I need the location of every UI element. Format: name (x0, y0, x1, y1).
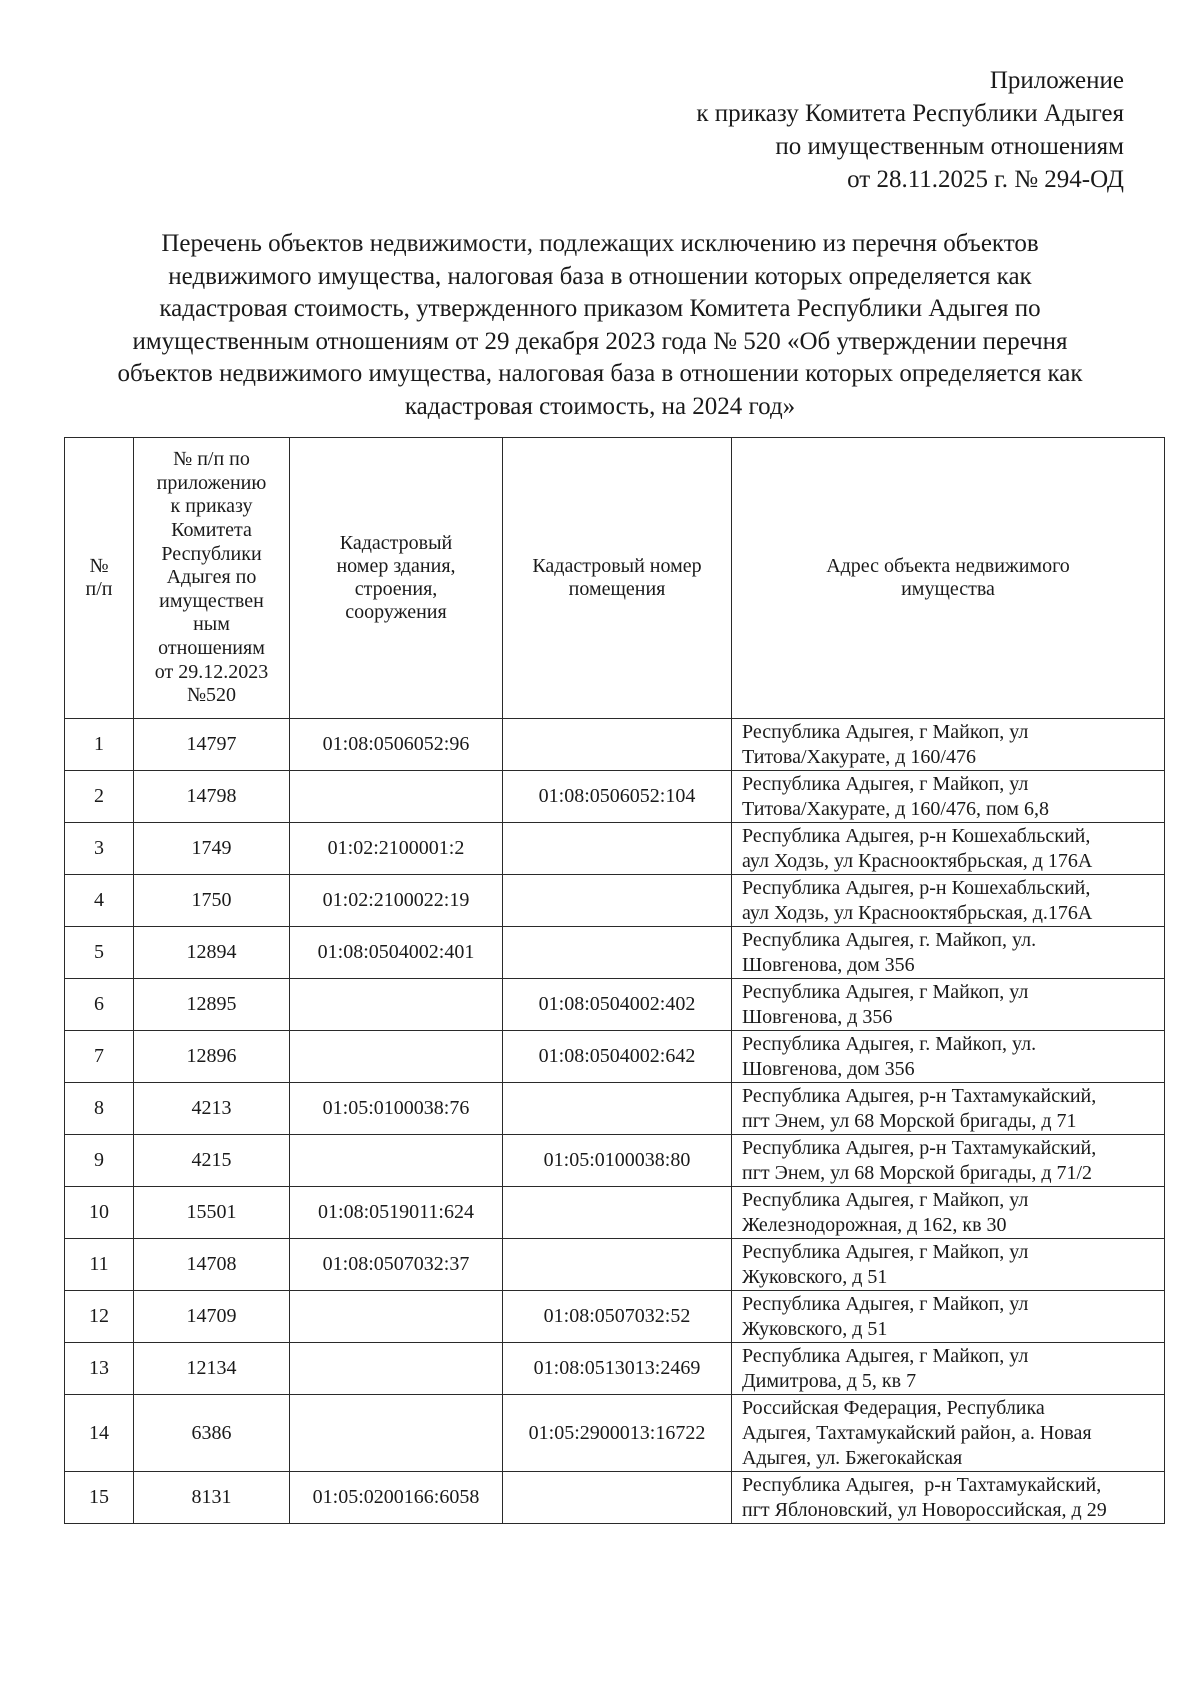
cell-building-cadastral: 01:08:0506052:96 (290, 719, 503, 771)
document-title (40, 228, 1160, 424)
address-line: аул Ходзь, ул Краснооктябрьская, д 176А (742, 849, 1093, 872)
table-body (65, 719, 1165, 1524)
address-line: пгт Энем, ул 68 Морской бригады, д 71/2 (742, 1161, 1093, 1184)
address-line: пгт Энем, ул 68 Морской бригады, д 71 (742, 1109, 1077, 1132)
cell-appendix-num: 8131 (134, 1472, 290, 1524)
cell-num: 6 (65, 979, 134, 1031)
cell-building-cadastral (290, 1395, 503, 1472)
header-line: от 29.12.2023 (154, 660, 269, 683)
address-line: Шовгенова, дом 356 (742, 1057, 915, 1080)
cell-building-cadastral (290, 1291, 503, 1343)
table-row (65, 927, 1165, 979)
cell-premises-cadastral (503, 875, 732, 927)
address-line: Титова/Хакурате, д 160/476 (742, 745, 976, 768)
cell-appendix-num: 14708 (134, 1239, 290, 1291)
cell-address (732, 1343, 1165, 1395)
header-line: Комитета (171, 519, 252, 542)
cell-address (732, 927, 1165, 979)
table-row (65, 1395, 1165, 1472)
cell-num: 13 (65, 1343, 134, 1395)
appendix-header (696, 64, 1124, 196)
address-line: Республика Адыгея, р-н Тахтамукайский, (742, 1473, 1102, 1496)
table-row (65, 719, 1165, 771)
address-line: Жуковского, д 51 (742, 1265, 888, 1288)
header-line: номер здания, (336, 555, 456, 577)
table-row (65, 1083, 1165, 1135)
cell-num: 5 (65, 927, 134, 979)
cell-premises-cadastral (503, 927, 732, 979)
cell-building-cadastral (290, 1135, 503, 1187)
cell-num: 1 (65, 719, 134, 771)
cell-building-cadastral (290, 1343, 503, 1395)
address-line: Республика Адыгея, г Майкоп, ул (742, 772, 1029, 795)
header-line: №520 (186, 684, 237, 707)
cell-address (732, 823, 1165, 875)
cell-premises-cadastral (503, 1083, 732, 1135)
cell-appendix-num: 14797 (134, 719, 290, 771)
table-row (65, 1291, 1165, 1343)
cell-appendix-num: 12134 (134, 1343, 290, 1395)
header-line: ным (193, 613, 230, 636)
cell-premises-cadastral (503, 1187, 732, 1239)
address-line: Железнодорожная, д 162, кв 30 (742, 1213, 1007, 1236)
cell-appendix-num: 12896 (134, 1031, 290, 1083)
cell-building-cadastral (290, 1031, 503, 1083)
header-line: № п/п по (173, 448, 250, 471)
appendix-line: Приложение (989, 67, 1124, 94)
cell-appendix-num: 12894 (134, 927, 290, 979)
cell-appendix-num: 1749 (134, 823, 290, 875)
header-address (732, 438, 1165, 719)
appendix-line: к приказу Комитета Республики Адыгея (696, 100, 1124, 127)
title-line: кадастровая стоимость, на 2024 год» (404, 392, 796, 420)
address-line: Шовгенова, дом 356 (742, 953, 915, 976)
address-line: Димитрова, д 5, кв 7 (742, 1369, 917, 1392)
header-building-cadastral (290, 438, 503, 719)
cell-building-cadastral: 01:02:2100001:2 (290, 823, 503, 875)
cell-num: 14 (65, 1395, 134, 1472)
cell-appendix-num: 1750 (134, 875, 290, 927)
header-line: строения, (354, 578, 438, 600)
cell-premises-cadastral: 01:08:0506052:104 (503, 771, 732, 823)
address-line: Республика Адыгея, г Майкоп, ул (742, 1240, 1029, 1263)
cell-premises-cadastral: 01:05:2900013:16722 (503, 1395, 732, 1472)
cell-building-cadastral: 01:05:0200166:6058 (290, 1472, 503, 1524)
cell-building-cadastral: 01:05:0100038:76 (290, 1083, 503, 1135)
title-line: объектов недвижимого имущества, налоговая база в отношении которых определяется как (117, 360, 1083, 388)
cell-premises-cadastral: 01:05:0100038:80 (503, 1135, 732, 1187)
address-line: Жуковского, д 51 (742, 1317, 888, 1340)
table-row (65, 875, 1165, 927)
cell-premises-cadastral (503, 823, 732, 875)
table-row (65, 1472, 1165, 1524)
header-line: приложению (156, 471, 267, 494)
cell-num: 15 (65, 1472, 134, 1524)
cell-building-cadastral: 01:08:0504002:401 (290, 927, 503, 979)
address-line: Республика Адыгея, г Майкоп, ул (742, 1188, 1029, 1211)
cell-appendix-num: 15501 (134, 1187, 290, 1239)
cell-building-cadastral (290, 979, 503, 1031)
header-line: помещения (568, 578, 666, 600)
header-line: № (89, 555, 109, 577)
cell-address (732, 1083, 1165, 1135)
cell-num: 7 (65, 1031, 134, 1083)
header-line: Кадастровый (339, 532, 453, 554)
cell-appendix-num: 12895 (134, 979, 290, 1031)
cell-num: 8 (65, 1083, 134, 1135)
cell-address (732, 875, 1165, 927)
cell-address (732, 719, 1165, 771)
address-line: Республика Адыгея, р-н Кошехабльский, (742, 824, 1091, 847)
header-line: к приказу (170, 495, 253, 518)
title-line: недвижимого имущества, налоговая база в отношении которых определяется как (168, 262, 1032, 290)
table-row (65, 979, 1165, 1031)
address-line: Республика Адыгея, р-н Кошехабльский, (742, 876, 1091, 899)
title-line: Перечень объектов недвижимости, подлежащих исключению из перечня объектов (161, 230, 1039, 257)
address-line: Республика Адыгея, г. Майкоп, ул. (742, 1032, 1037, 1055)
header-line: Адрес объекта недвижимого (826, 555, 1070, 577)
header-line: п/п (85, 578, 113, 600)
cell-premises-cadastral (503, 1472, 732, 1524)
cell-address (732, 1187, 1165, 1239)
header-line: Кадастровый номер (532, 555, 702, 577)
cell-appendix-num: 6386 (134, 1395, 290, 1472)
title-line: имущественным отношениям от 29 декабря 2023 года № 520 «Об утверждении перечня (132, 327, 1068, 355)
cell-premises-cadastral: 01:08:0513013:2469 (503, 1343, 732, 1395)
table-header-row (65, 438, 1165, 719)
cell-address (732, 1395, 1165, 1472)
address-line: Республика Адыгея, р-н Тахтамукайский, (742, 1136, 1097, 1159)
address-line: Республика Адыгея, р-н Тахтамукайский, (742, 1084, 1097, 1107)
cell-address (732, 1291, 1165, 1343)
cell-address (732, 771, 1165, 823)
appendix-line: от 28.11.2025 г. № 294-ОД (847, 166, 1124, 193)
header-line: имущества (901, 578, 995, 600)
cell-address (732, 1472, 1165, 1524)
cell-address (732, 1031, 1165, 1083)
header-line: Республики (161, 542, 262, 565)
table-row (65, 1343, 1165, 1395)
address-line: аул Ходзь, ул Краснооктябрьская, д.176А (742, 901, 1093, 924)
cell-appendix-num: 4215 (134, 1135, 290, 1187)
header-appendix-num (134, 438, 290, 719)
cell-address (732, 979, 1165, 1031)
table-row (65, 1031, 1165, 1083)
cell-num: 3 (65, 823, 134, 875)
address-line: Республика Адыгея, г Майкоп, ул (742, 980, 1029, 1003)
cell-premises-cadastral: 01:08:0504002:642 (503, 1031, 732, 1083)
header-line: имуществен (159, 589, 264, 612)
table-row (65, 1135, 1165, 1187)
cell-premises-cadastral (503, 719, 732, 771)
appendix-line: по имущественным отношениям (775, 133, 1124, 160)
address-line: Республика Адыгея, г Майкоп, ул (742, 1292, 1029, 1315)
table-row (65, 823, 1165, 875)
table-row (65, 771, 1165, 823)
address-line: Шовгенова, д 356 (742, 1005, 893, 1028)
cell-appendix-num: 14709 (134, 1291, 290, 1343)
cell-num: 11 (65, 1239, 134, 1291)
address-line: пгт Яблоновский, ул Новороссийская, д 29 (742, 1498, 1107, 1521)
cell-address (732, 1239, 1165, 1291)
cell-num: 10 (65, 1187, 134, 1239)
cell-appendix-num: 14798 (134, 771, 290, 823)
cell-premises-cadastral: 01:08:0507032:52 (503, 1291, 732, 1343)
cell-num: 4 (65, 875, 134, 927)
cell-building-cadastral (290, 771, 503, 823)
address-line: Титова/Хакурате, д 160/476, пом 6,8 (742, 797, 1049, 820)
address-line: Республика Адыгея, г. Майкоп, ул. (742, 928, 1037, 951)
title-line: кадастровая стоимость, утвержденного приказом Комитета Республики Адыгея по (159, 295, 1041, 323)
cell-num: 9 (65, 1135, 134, 1187)
address-line: Российская Федерация, Республика (742, 1396, 1045, 1419)
header-line: сооружения (345, 601, 447, 623)
objects-table (64, 437, 1165, 1524)
cell-building-cadastral: 01:08:0507032:37 (290, 1239, 503, 1291)
cell-building-cadastral: 01:08:0519011:624 (290, 1187, 503, 1239)
cell-premises-cadastral: 01:08:0504002:402 (503, 979, 732, 1031)
address-line: Республика Адыгея, г Майкоп, ул (742, 1344, 1029, 1367)
header-line: Адыгея по (166, 566, 257, 589)
cell-num: 2 (65, 771, 134, 823)
cell-building-cadastral: 01:02:2100022:19 (290, 875, 503, 927)
address-line: Адыгея, ул. Бжегокайская (742, 1446, 963, 1469)
address-line: Республика Адыгея, г Майкоп, ул (742, 720, 1029, 743)
table-row (65, 1239, 1165, 1291)
cell-premises-cadastral (503, 1239, 732, 1291)
header-num (65, 438, 134, 719)
address-line: Адыгея, Тахтамукайский район, а. Новая (742, 1421, 1092, 1444)
header-line: отношениям (158, 636, 265, 659)
cell-num: 12 (65, 1291, 134, 1343)
cell-address (732, 1135, 1165, 1187)
table-row (65, 1187, 1165, 1239)
cell-appendix-num: 4213 (134, 1083, 290, 1135)
header-premises-cadastral (503, 438, 732, 719)
